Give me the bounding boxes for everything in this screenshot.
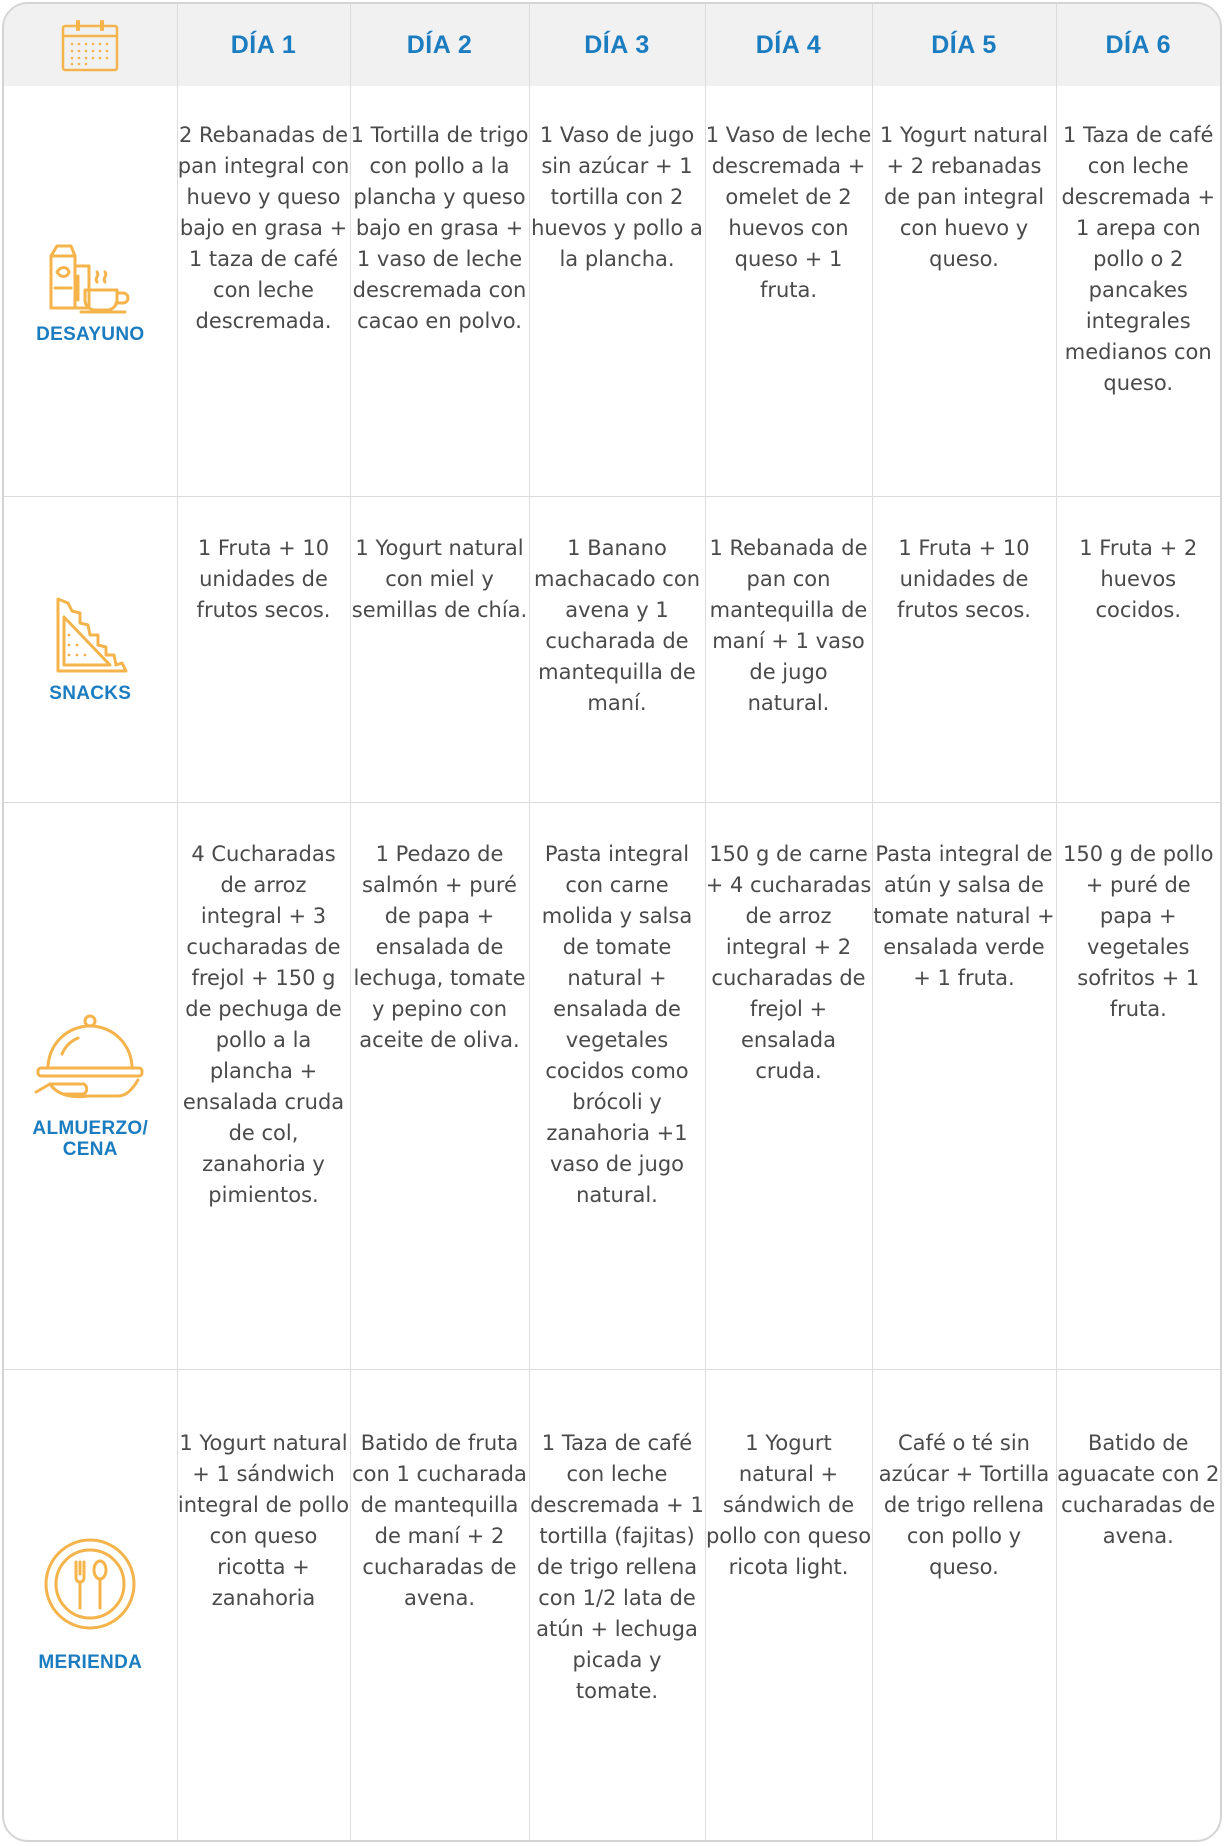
- cell-desayuno-dia-6: 1 Taza de café con leche descremada + 1 arepa con pollo o 2 pancakes integrales medianos con queso.: [1056, 86, 1220, 496]
- meal-almuerzo-cena: [4, 802, 177, 1369]
- sandwich-icon: [50, 595, 130, 675]
- cell-snacks-dia-1: 1 Fruta + 10 unidades de frutos secos.: [177, 496, 350, 802]
- cell-desayuno-dia-1: 2 Rebanadas de pan integral con huevo y queso bajo en grasa + 1 taza de café con leche descremada.: [177, 86, 350, 496]
- cell-almuerzo-dia-5: Pasta integral de atún y salsa de tomate natural + ensalada verde + 1 fruta.: [872, 802, 1056, 1369]
- cell-almuerzo-dia-3: Pasta integral con carne molida y salsa de tomate natural + ensalada de vegetales cocidos como brócoli y zanahoria +1 vaso de jugo natural.: [529, 802, 705, 1369]
- meal-label-almuerzo-cena: ALMUERZO/ CENA: [32, 1117, 149, 1160]
- meal-desayuno: [4, 86, 177, 496]
- cell-almuerzo-dia-4: 150 g de carne + 4 cucharadas de arroz integral + 2 cucharadas de frejol + ensalada cruda.: [705, 802, 872, 1369]
- row-almuerzo-cena: [4, 802, 1220, 1369]
- cell-merienda-dia-2: Batido de fruta con 1 cucharada de mantequilla de maní + 2 cucharadas de avena.: [350, 1369, 529, 1840]
- row-snacks: [4, 496, 1220, 802]
- cell-almuerzo-dia-2: 1 Pedazo de salmón + puré de papa + ensalada de lechuga, tomate y pepino con aceite de oliva.: [350, 802, 529, 1369]
- cell-desayuno-dia-3: 1 Vaso de jugo sin azúcar + 1 tortilla con 2 huevos y pollo a la plancha.: [529, 86, 705, 496]
- meal-snacks: [4, 496, 177, 802]
- meal-label-snacks: SNACKS: [49, 682, 132, 704]
- plate-cutlery-icon: [42, 1536, 138, 1632]
- cell-snacks-dia-2: 1 Yogurt natural con miel y semillas de chía.: [350, 496, 529, 802]
- cloche-icon: [32, 1012, 148, 1110]
- row-merienda: [4, 1369, 1220, 1840]
- cell-merienda-dia-1: 1 Yogurt natural + 1 sándwich integral de pollo con queso ricotta + zanahoria: [177, 1369, 350, 1840]
- breakfast-icon: [47, 236, 133, 316]
- day-4-header: DÍA 4: [705, 4, 872, 86]
- meal-label-desayuno: DESAYUNO: [36, 324, 145, 346]
- cell-almuerzo-dia-1: 4 Cucharadas de arroz integral + 3 cucharadas de frejol + 150 g de pechuga de pollo a la plancha + ensalada cruda de col, zanahoria y pimientos.: [177, 802, 350, 1369]
- cell-desayuno-dia-2: 1 Tortilla de trigo con pollo a la plancha y queso bajo en grasa + 1 vaso de leche descremada con cacao en polvo.: [350, 86, 529, 496]
- cell-snacks-dia-6: 1 Fruta + 2 huevos cocidos.: [1056, 496, 1220, 802]
- calendar-cell: [4, 4, 177, 86]
- row-desayuno: [4, 86, 1220, 496]
- day-6-header: DÍA 6: [1056, 4, 1220, 86]
- cell-almuerzo-dia-6: 150 g de pollo + puré de papa + vegetales sofritos + 1 fruta.: [1056, 802, 1220, 1369]
- cell-desayuno-dia-5: 1 Yogurt natural + 2 rebanadas de pan integral con huevo y queso.: [872, 86, 1056, 496]
- day-3-header: DÍA 3: [529, 4, 705, 86]
- cell-snacks-dia-5: 1 Fruta + 10 unidades de frutos secos.: [872, 496, 1056, 802]
- cell-merienda-dia-6: Batido de aguacate con 2 cucharadas de avena.: [1056, 1369, 1220, 1840]
- cell-desayuno-dia-4: 1 Vaso de leche descremada + omelet de 2 huevos con queso + 1 fruta.: [705, 86, 872, 496]
- cell-snacks-dia-4: 1 Rebanada de pan con mantequilla de maní + 1 vaso de jugo natural.: [705, 496, 872, 802]
- meal-plan-frame: [2, 2, 1222, 1842]
- calendar-icon: [60, 17, 120, 73]
- day-1-header: DÍA 1: [177, 4, 350, 86]
- meal-label-merienda: MERIENDA: [38, 1652, 143, 1674]
- cell-snacks-dia-3: 1 Banano machacado con avena y 1 cucharada de mantequilla de maní.: [529, 496, 705, 802]
- cell-merienda-dia-3: 1 Taza de café con leche descremada + 1 tortilla (fajitas) de trigo rellena con 1/2 lata de atún + lechuga picada y tomate.: [529, 1369, 705, 1840]
- meal-merienda: [4, 1369, 177, 1840]
- day-2-header: DÍA 2: [350, 4, 529, 86]
- cell-merienda-dia-4: 1 Yogurt natural + sándwich de pollo con queso ricota light.: [705, 1369, 872, 1840]
- cell-merienda-dia-5: Café o té sin azúcar + Tortilla de trigo rellena con pollo y queso.: [872, 1369, 1056, 1840]
- day-5-header: DÍA 5: [872, 4, 1056, 86]
- meal-plan-table: [4, 4, 1220, 1840]
- header-row: [4, 4, 1220, 86]
